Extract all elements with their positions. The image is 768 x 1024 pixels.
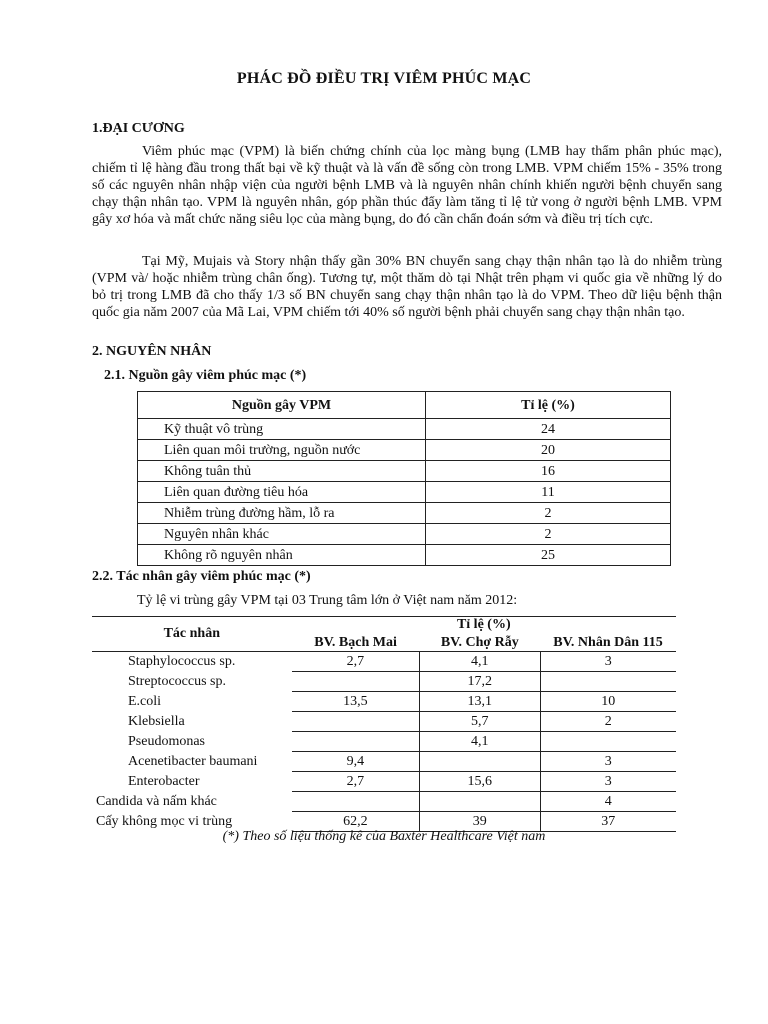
rate-cell: 13,5 — [292, 692, 420, 712]
rate-cell: 20 — [426, 440, 671, 461]
rate-cell: 37 — [540, 812, 676, 832]
source-cell: Không tuân thủ — [138, 461, 426, 482]
rate-cell: 10 — [540, 692, 676, 712]
rate-cell: 13,1 — [420, 692, 540, 712]
rate-cell: 3 — [540, 652, 676, 672]
rate-cell — [292, 672, 420, 692]
rate-cell: 24 — [426, 419, 671, 440]
rate-cell: 2,7 — [292, 772, 420, 792]
column-header-rate-group: Tỉ lệ (%) — [292, 617, 676, 634]
page-title: PHÁC ĐỒ ĐIỀU TRỊ VIÊM PHÚC MẠC — [236, 70, 532, 87]
agent-cell: E.coli — [128, 693, 162, 709]
rate-cell — [420, 752, 540, 772]
rate-cell — [540, 732, 676, 752]
table-row — [92, 732, 676, 752]
table-row — [138, 545, 671, 566]
agent-table-intro: Tỷ lệ vi trùng gây VPM tại 03 Trung tâm lớn ở Việt nam năm 2012: — [137, 593, 518, 608]
table-row — [138, 482, 671, 503]
section-1-heading: 1.ĐẠI CƯƠNG — [92, 121, 185, 136]
table-row — [92, 772, 676, 792]
rate-cell: 16 — [426, 461, 671, 482]
agent-cell: Candida và nấm khác — [96, 793, 217, 809]
paragraph-statistics: Tại Mỹ, Mujais và Story nhận thấy gần 30% BN chuyển sang chạy thận nhân tạo là do nhiễm trùng (VPM và/ hoặc nhiễm trùng chân ống). Tương tự, một thăm dò tại Nhật trên phạm vi quốc gia về những lý do bỏ trị trong LMB đã cho thấy 1/3 số BN chuyển sang chạy thận nhân tạo là do VPM. Theo dữ liệu bệnh thận quốc gia năm 2007 của Mã Lai, VPM chiếm tới 40% số người bệnh phải chuyển sang chạy thận nhân tạo. — [92, 254, 722, 320]
rate-cell: 4 — [540, 792, 676, 812]
footnote: (*) Theo số liệu thống kê của Baxter Healthcare Việt nam — [222, 829, 546, 844]
rate-cell — [420, 792, 540, 812]
table-row — [92, 652, 676, 672]
rate-cell: 62,2 — [292, 812, 420, 832]
agent-cell: Klebsiella — [128, 713, 185, 729]
rate-cell: 2 — [540, 712, 676, 732]
rate-cell: 17,2 — [420, 672, 540, 692]
table-row — [92, 752, 676, 772]
column-header-bach-mai: BV. Bạch Mai — [292, 633, 420, 652]
column-header-source: Nguồn gây VPM — [138, 392, 426, 419]
section-2-1-heading: 2.1. Nguồn gây viêm phúc mạc (*) — [104, 368, 307, 383]
rate-cell: 39 — [420, 812, 540, 832]
agent-table — [92, 616, 676, 832]
table-row — [92, 712, 676, 732]
rate-cell: 15,6 — [420, 772, 540, 792]
source-cell: Nhiễm trùng đường hầm, lỗ ra — [138, 503, 426, 524]
section-2-2-heading: 2.2. Tác nhân gây viêm phúc mạc (*) — [92, 569, 311, 584]
agent-cell: Staphylococcus sp. — [128, 653, 236, 669]
rate-cell: 2 — [426, 503, 671, 524]
agent-cell: Enterobacter — [128, 773, 200, 789]
table-row — [92, 672, 676, 692]
column-header-cho-ray: BV. Chợ Rẫy — [420, 633, 540, 652]
column-header-nhan-dan-115: BV. Nhân Dân 115 — [540, 633, 676, 652]
rate-cell: 2,7 — [292, 652, 420, 672]
agent-cell: Cấy không mọc vi trùng — [96, 813, 233, 829]
source-cell: Nguyên nhân khác — [138, 524, 426, 545]
table-row — [138, 524, 671, 545]
table-row — [92, 792, 676, 812]
agent-cell: Streptococcus sp. — [128, 673, 226, 689]
table-row — [138, 503, 671, 524]
rate-cell — [292, 732, 420, 752]
rate-cell — [292, 712, 420, 732]
source-table — [137, 391, 671, 566]
source-cell: Liên quan môi trường, nguồn nước — [138, 440, 426, 461]
table-row — [138, 440, 671, 461]
rate-cell: 25 — [426, 545, 671, 566]
source-cell: Kỹ thuật vô trùng — [138, 419, 426, 440]
column-header-rate: Tỉ lệ (%) — [426, 392, 671, 419]
rate-cell: 2 — [426, 524, 671, 545]
rate-cell — [540, 672, 676, 692]
column-header-agent: Tác nhân — [92, 617, 292, 652]
source-cell: Không rõ nguyên nhân — [138, 545, 426, 566]
rate-cell: 11 — [426, 482, 671, 503]
source-table-header — [138, 392, 671, 419]
table-row — [138, 419, 671, 440]
rate-cell: 3 — [540, 772, 676, 792]
rate-cell: 9,4 — [292, 752, 420, 772]
paragraph-overview: Viêm phúc mạc (VPM) là biến chứng chính của lọc màng bụng (LMB hay thẩm phân phúc mạc), chiếm tỉ lệ hàng đầu trong thất bại về kỹ thuật và là vấn đề sống còn trong LMB. VPM chiếm 15% - 35% trong số các nguyên nhân nhập viện của người bệnh LMB và là nguyên nhân chính khiến người bệnh chuyển sang chạy thận nhân tạo. VPM là nguyên nhân, góp phần thúc đẩy làm tăng tỉ lệ tử vong ở người bệnh LMB. VPM gây xơ hóa và mất chức năng siêu lọc của màng bụng, do đó cần chẩn đoán sớm và điều trị tích cực. — [92, 144, 722, 227]
rate-cell — [292, 792, 420, 812]
section-2-heading: 2. NGUYÊN NHÂN — [92, 344, 212, 359]
agent-cell: Pseudomonas — [128, 733, 205, 749]
rate-cell: 5,7 — [420, 712, 540, 732]
table-row — [138, 461, 671, 482]
rate-cell: 4,1 — [420, 732, 540, 752]
agent-cell: Acenetibacter baumani — [128, 753, 258, 769]
rate-cell: 3 — [540, 752, 676, 772]
rate-cell: 4,1 — [420, 652, 540, 672]
source-cell: Liên quan đường tiêu hóa — [138, 482, 426, 503]
table-row — [92, 692, 676, 712]
